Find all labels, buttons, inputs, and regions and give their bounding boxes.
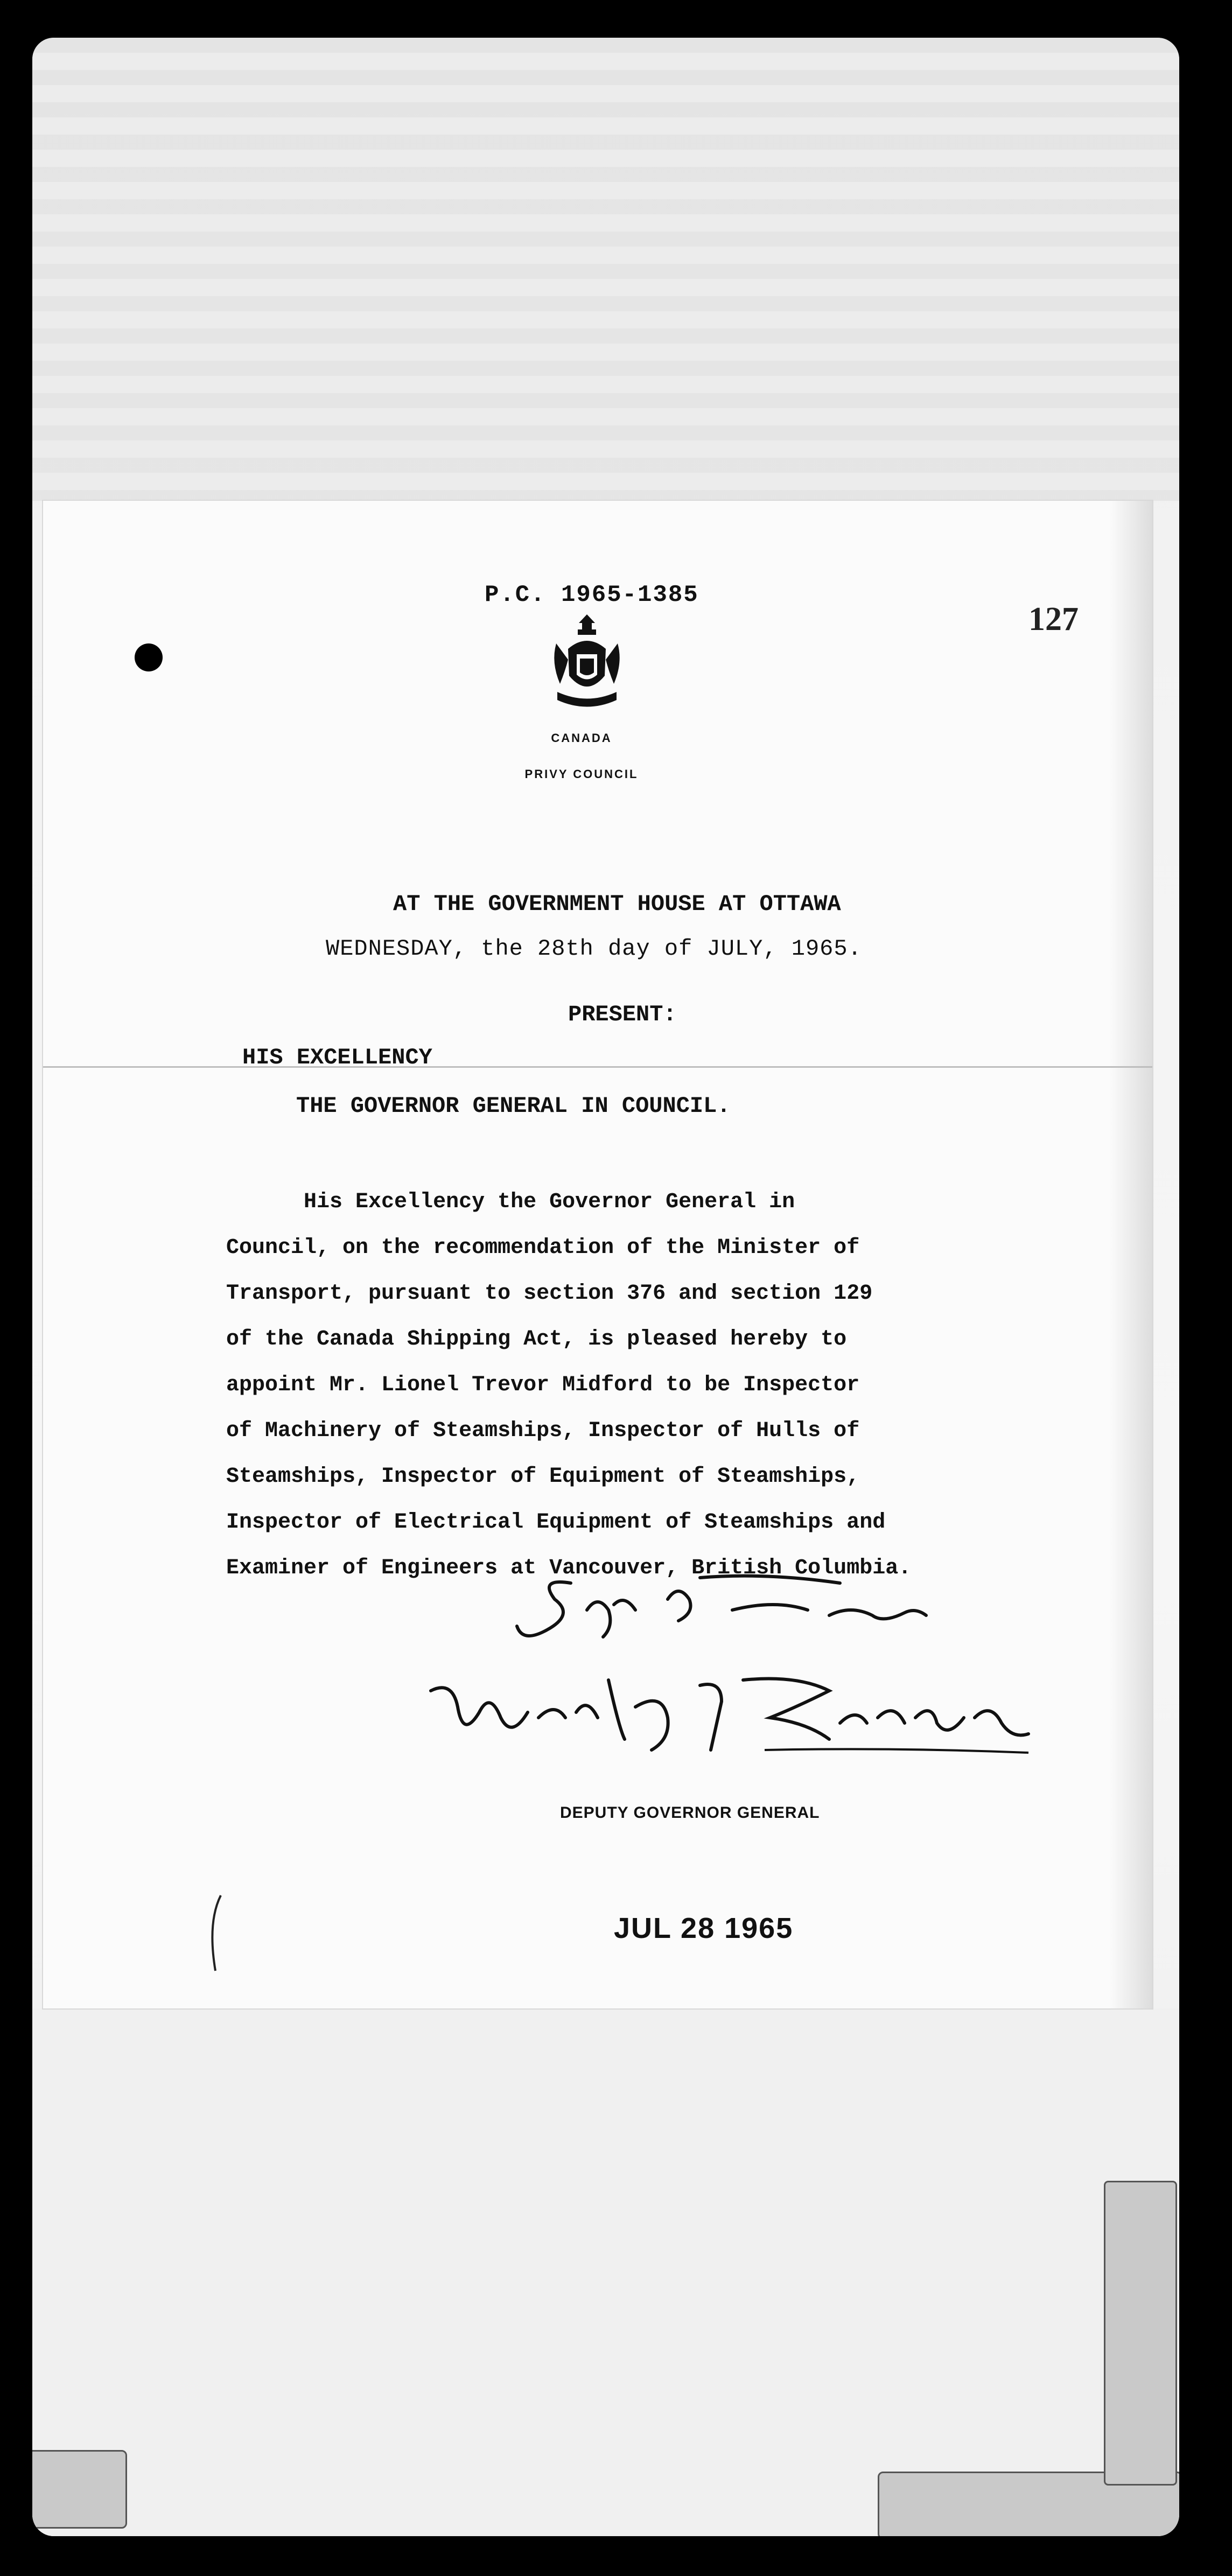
crest-caption-country: CANADA (551, 731, 612, 745)
body-line: Examiner of Engineers at Vancouver, British Columbia. (226, 1556, 912, 1580)
binder-tab-upright (1104, 2181, 1177, 2486)
signature-lower (420, 1658, 1034, 1766)
body-line: of Machinery of Steamships, Inspector of Hulls of (226, 1419, 860, 1443)
fold-line (43, 1066, 1152, 1068)
backing-sheet-lower (32, 2008, 1179, 2536)
folio-number: 127 (1028, 601, 1079, 638)
body-line: Steamships, Inspector of Equipment of Steamships, (226, 1465, 860, 1489)
binder-tab-left (32, 2450, 127, 2529)
body-line: Transport, pursuant to section 376 and section 129 (226, 1282, 873, 1306)
backing-sheet-upper (32, 38, 1179, 501)
punch-hole (135, 643, 163, 671)
body-line: appoint Mr. Lionel Trevor Midford to be Inspector (226, 1373, 860, 1397)
body-line: Inspector of Electrical Equipment of Steamships and (226, 1510, 886, 1535)
order-in-council-sheet (43, 501, 1152, 2008)
body-line: of the Canada Shipping Act, is pleased hereby to (226, 1327, 847, 1352)
signature-caption: DEPUTY GOVERNOR GENERAL (560, 1804, 820, 1822)
meeting-venue: AT THE GOVERNMENT HOUSE AT OTTAWA (393, 891, 841, 917)
meeting-date: WEDNESDAY, the 28th day of JULY, 1965. (326, 936, 862, 962)
body-line: Council, on the recommendation of the Minister of (226, 1236, 860, 1260)
coat-of-arms-icon (547, 611, 627, 719)
date-stamp: JUL 28 1965 (614, 1912, 794, 1944)
sheet-edge-shadow (1109, 501, 1152, 2008)
crest-caption-council: PRIVY COUNCIL (524, 767, 639, 781)
body-line: His Excellency the Governor General in (226, 1190, 795, 1214)
order-number: P.C. 1965-1385 (485, 582, 699, 608)
his-excellency-line: HIS EXCELLENCY (242, 1045, 432, 1070)
order-body (226, 1179, 1034, 1591)
signature-upper (506, 1562, 969, 1658)
margin-tick-mark (205, 1890, 226, 1976)
scan-frame (32, 38, 1179, 2536)
present-label: PRESENT: (568, 1002, 677, 1027)
governor-general-in-council-line: THE GOVERNOR GENERAL IN COUNCIL. (296, 1093, 731, 1119)
